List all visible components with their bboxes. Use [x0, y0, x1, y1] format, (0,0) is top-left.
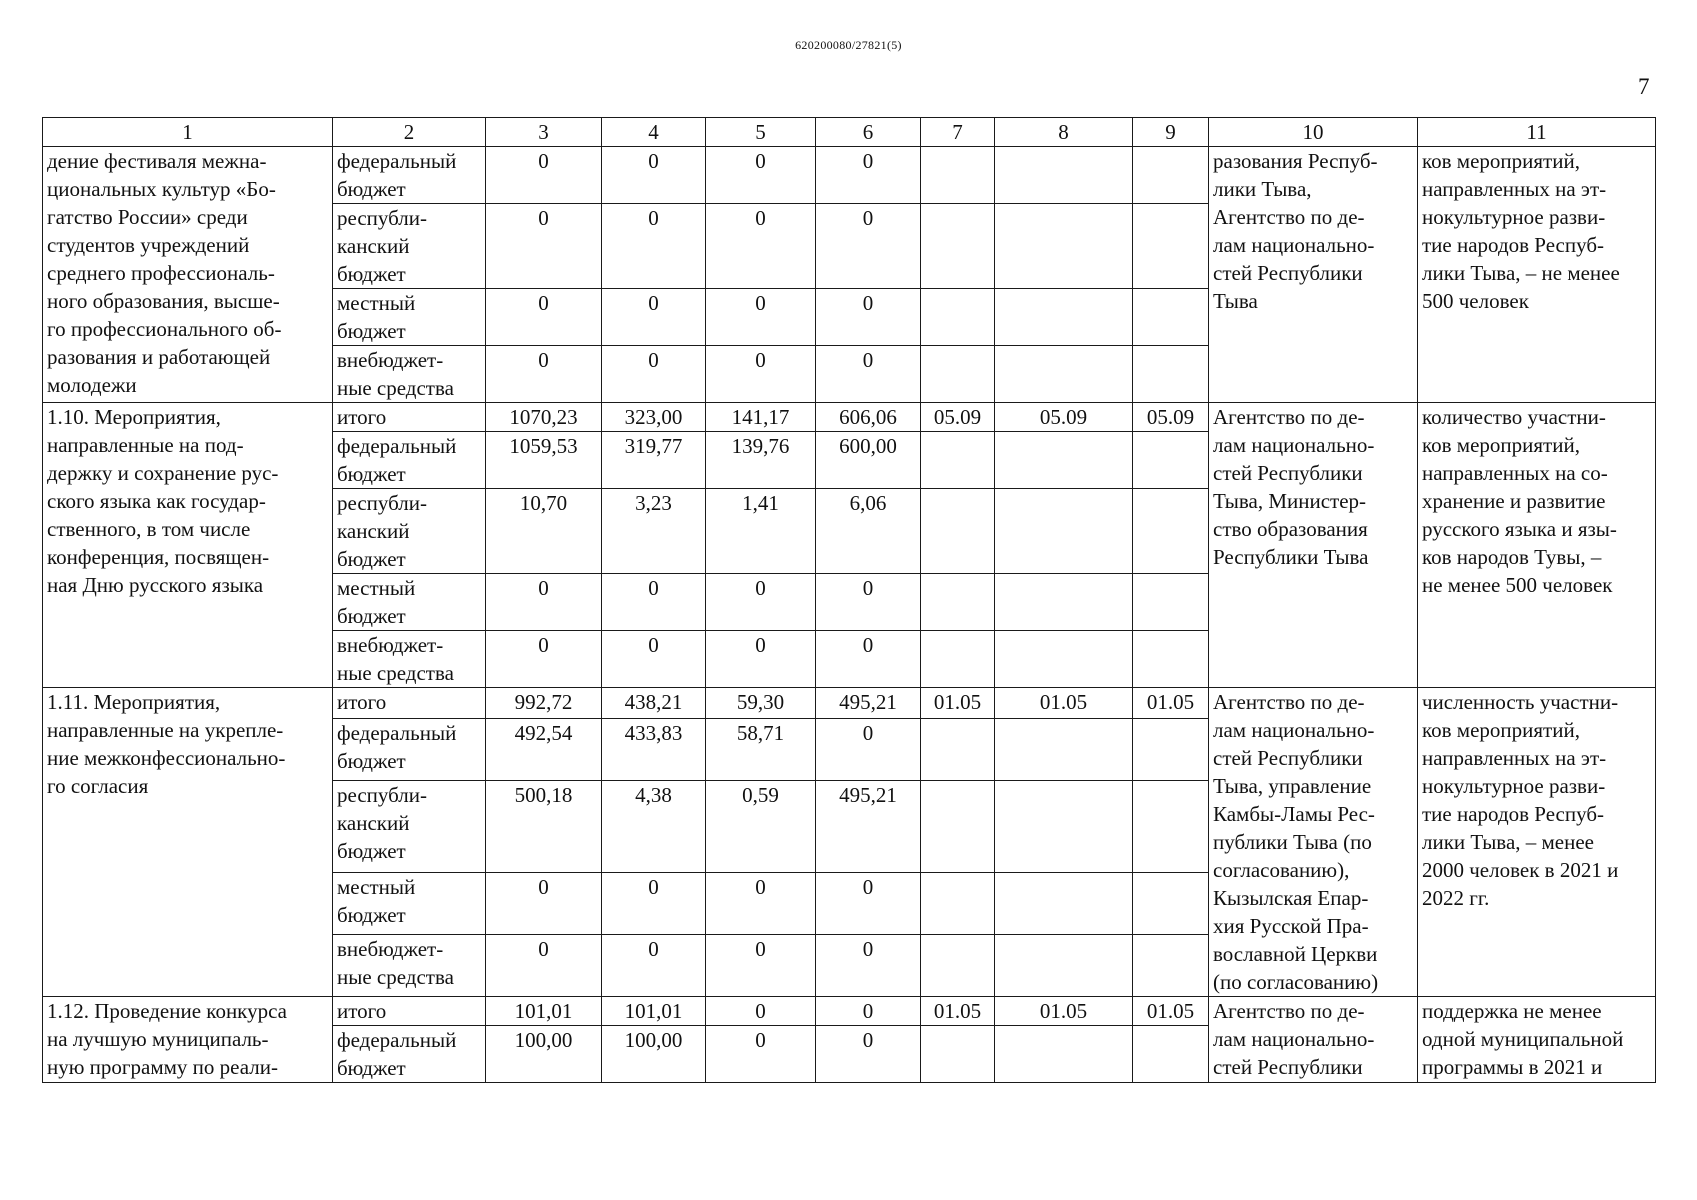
amount-cell: 0 [486, 204, 602, 289]
funding-source-cell: республи- канский бюджет [333, 489, 486, 574]
date-cell-empty [1133, 289, 1209, 346]
page-number: 7 [1638, 74, 1650, 99]
amount-cell: 0 [602, 631, 706, 688]
amount-cell: 495,21 [816, 688, 921, 719]
funding-source-cell: итого [333, 403, 486, 432]
responsible-cell: Агентство по де- лам национально- стей Республики Тыва, Министер- ство образования Республики Тыва [1209, 403, 1418, 688]
amount-cell: 0 [706, 289, 816, 346]
funding-source-cell: внебюджет- ные средства [333, 935, 486, 997]
funding-source-cell: внебюджет- ные средства [333, 631, 486, 688]
amount-cell: 0 [486, 631, 602, 688]
amount-cell: 0 [706, 873, 816, 935]
amount-cell: 323,00 [602, 403, 706, 432]
measure-description-cell: дение фестиваля межна- циональных культур «Бо- гатство России» среди студентов учреждений среднего профессиональ- ного образования, высше- го профессионального об- разования и работающей молодежи [43, 147, 333, 403]
date-cell-empty [1133, 719, 1209, 781]
date-cell-empty [995, 631, 1133, 688]
amount-cell: 0 [602, 574, 706, 631]
date-cell: 05.09 [995, 403, 1133, 432]
amount-cell: 0 [486, 873, 602, 935]
amount-cell: 101,01 [486, 997, 602, 1026]
amount-cell: 433,83 [602, 719, 706, 781]
date-cell-empty [921, 289, 995, 346]
amount-cell: 0 [486, 147, 602, 204]
column-number: 9 [1133, 118, 1209, 147]
date-cell-empty [1133, 489, 1209, 574]
amount-cell: 141,17 [706, 403, 816, 432]
column-number: 1 [43, 118, 333, 147]
amount-cell: 0 [816, 346, 921, 403]
amount-cell: 0 [486, 574, 602, 631]
column-number: 8 [995, 118, 1133, 147]
date-cell: 01.05 [1133, 997, 1209, 1026]
date-cell-empty [995, 1026, 1133, 1083]
measure-description-cell: 1.11. Мероприятия, направленные на укрепле- ние межконфессионально- го согласия [43, 688, 333, 997]
date-cell-empty [921, 204, 995, 289]
amount-cell: 0 [706, 574, 816, 631]
amount-cell: 438,21 [602, 688, 706, 719]
column-number: 10 [1209, 118, 1418, 147]
column-number: 2 [333, 118, 486, 147]
table-row [43, 147, 1656, 204]
date-cell-empty [1133, 204, 1209, 289]
responsible-cell: Агентство по де- лам национально- стей Республики [1209, 997, 1418, 1083]
amount-cell: 495,21 [816, 781, 921, 873]
table-row [43, 997, 1656, 1026]
amount-cell: 59,30 [706, 688, 816, 719]
date-cell-empty [921, 432, 995, 489]
amount-cell: 0 [816, 935, 921, 997]
amount-cell: 0 [602, 346, 706, 403]
amount-cell: 0 [602, 935, 706, 997]
amount-cell: 0 [602, 204, 706, 289]
funding-source-cell: местный бюджет [333, 574, 486, 631]
funding-source-cell: федеральный бюджет [333, 1026, 486, 1083]
funding-source-cell: республи- канский бюджет [333, 781, 486, 873]
amount-cell: 0 [486, 346, 602, 403]
column-number: 7 [921, 118, 995, 147]
date-cell: 05.09 [921, 403, 995, 432]
date-cell: 01.05 [921, 688, 995, 719]
date-cell-empty [921, 574, 995, 631]
amount-cell: 0 [816, 631, 921, 688]
amount-cell: 0 [706, 1026, 816, 1083]
amount-cell: 600,00 [816, 432, 921, 489]
date-cell-empty [921, 873, 995, 935]
amount-cell: 100,00 [602, 1026, 706, 1083]
column-numbers-row [43, 118, 1656, 147]
amount-cell: 1059,53 [486, 432, 602, 489]
indicator-cell: поддержка не менее одной муниципальной программы в 2021 и [1418, 997, 1656, 1083]
date-cell-empty [995, 781, 1133, 873]
amount-cell: 0 [816, 574, 921, 631]
date-cell-empty [1133, 1026, 1209, 1083]
funding-source-cell: республи- канский бюджет [333, 204, 486, 289]
date-cell-empty [921, 1026, 995, 1083]
amount-cell: 0 [816, 1026, 921, 1083]
indicator-cell: ков мероприятий, направленных на эт- нокультурное разви- тие народов Респуб- лики Тыва, – не менее 500 человек [1418, 147, 1656, 403]
amount-cell: 0 [602, 873, 706, 935]
amount-cell: 0 [816, 147, 921, 204]
amount-cell: 0,59 [706, 781, 816, 873]
funding-source-cell: итого [333, 997, 486, 1026]
amount-cell: 500,18 [486, 781, 602, 873]
date-cell-empty [921, 781, 995, 873]
amount-cell: 319,77 [602, 432, 706, 489]
date-cell-empty [921, 935, 995, 997]
date-cell-empty [1133, 631, 1209, 688]
date-cell-empty [1133, 873, 1209, 935]
amount-cell: 0 [486, 289, 602, 346]
date-cell-empty [921, 346, 995, 403]
amount-cell: 100,00 [486, 1026, 602, 1083]
column-number: 6 [816, 118, 921, 147]
date-cell-empty [995, 204, 1133, 289]
document-id: 620200080/27821(5) [795, 38, 902, 52]
funding-source-cell: местный бюджет [333, 873, 486, 935]
measure-description-cell: 1.12. Проведение конкурса на лучшую муниципаль- ную программу по реали- [43, 997, 333, 1083]
table-row [43, 688, 1656, 719]
date-cell-empty [921, 719, 995, 781]
amount-cell: 10,70 [486, 489, 602, 574]
date-cell: 05.09 [1133, 403, 1209, 432]
amount-cell: 0 [602, 147, 706, 204]
funding-source-cell: местный бюджет [333, 289, 486, 346]
indicator-cell: количество участни- ков мероприятий, направленных на со- хранение и развитие русского языка и язы- ков народов Тувы, – не менее 500 человек [1418, 403, 1656, 688]
responsible-cell: разования Респуб- лики Тыва, Агентство по де- лам национально- стей Республики Тыва [1209, 147, 1418, 403]
amount-cell: 0 [706, 997, 816, 1026]
amount-cell: 0 [816, 289, 921, 346]
amount-cell: 4,38 [602, 781, 706, 873]
date-cell-empty [1133, 935, 1209, 997]
date-cell [995, 147, 1133, 204]
amount-cell: 992,72 [486, 688, 602, 719]
date-cell-empty [1133, 346, 1209, 403]
date-cell-empty [921, 631, 995, 688]
date-cell-empty [995, 346, 1133, 403]
date-cell-empty [995, 489, 1133, 574]
amount-cell: 0 [706, 346, 816, 403]
amount-cell: 1,41 [706, 489, 816, 574]
date-cell [921, 147, 995, 204]
amount-cell: 606,06 [816, 403, 921, 432]
column-number: 4 [602, 118, 706, 147]
column-number: 3 [486, 118, 602, 147]
date-cell-empty [995, 574, 1133, 631]
amount-cell: 101,01 [602, 997, 706, 1026]
date-cell [1133, 147, 1209, 204]
amount-cell: 0 [706, 147, 816, 204]
amount-cell: 6,06 [816, 489, 921, 574]
date-cell-empty [1133, 781, 1209, 873]
amount-cell: 3,23 [602, 489, 706, 574]
date-cell: 01.05 [1133, 688, 1209, 719]
amount-cell: 139,76 [706, 432, 816, 489]
amount-cell: 0 [706, 935, 816, 997]
amount-cell: 492,54 [486, 719, 602, 781]
date-cell-empty [995, 289, 1133, 346]
funding-source-cell: федеральный бюджет [333, 147, 486, 204]
amount-cell: 0 [816, 873, 921, 935]
date-cell-empty [1133, 432, 1209, 489]
funding-source-cell: федеральный бюджет [333, 432, 486, 489]
date-cell: 01.05 [995, 997, 1133, 1026]
date-cell-empty [1133, 574, 1209, 631]
amount-cell: 1070,23 [486, 403, 602, 432]
date-cell-empty [995, 719, 1133, 781]
funding-source-cell: внебюджет- ные средства [333, 346, 486, 403]
funding-source-cell: итого [333, 688, 486, 719]
date-cell: 01.05 [921, 997, 995, 1026]
column-number: 5 [706, 118, 816, 147]
date-cell-empty [921, 489, 995, 574]
amount-cell: 0 [816, 204, 921, 289]
measure-description-cell: 1.10. Мероприятия, направленные на под- держку и сохранение рус- ского языка как государ- ственного, в том числе конференция, посвящен- ная Дню русского языка [43, 403, 333, 688]
table-row [43, 403, 1656, 432]
amount-cell: 0 [816, 719, 921, 781]
amount-cell: 0 [486, 935, 602, 997]
amount-cell: 0 [602, 289, 706, 346]
date-cell: 01.05 [995, 688, 1133, 719]
column-number: 11 [1418, 118, 1656, 147]
amount-cell: 58,71 [706, 719, 816, 781]
amount-cell: 0 [706, 631, 816, 688]
date-cell-empty [995, 873, 1133, 935]
funding-source-cell: федеральный бюджет [333, 719, 486, 781]
amount-cell: 0 [816, 997, 921, 1026]
budget-table [42, 117, 1656, 1083]
amount-cell: 0 [706, 204, 816, 289]
date-cell-empty [995, 432, 1133, 489]
responsible-cell: Агентство по де- лам национально- стей Республики Тыва, управление Камбы-Ламы Рес- публики Тыва (по согласованию), Кызылская Епар- хия Русской Пра- вославной Церкви (по согласованию) [1209, 688, 1418, 997]
indicator-cell: численность участни- ков мероприятий, направленных на эт- нокультурное разви- тие народов Респуб- лики Тыва, – менее 2000 человек в 2021 и 2022 гг. [1418, 688, 1656, 997]
date-cell-empty [995, 935, 1133, 997]
